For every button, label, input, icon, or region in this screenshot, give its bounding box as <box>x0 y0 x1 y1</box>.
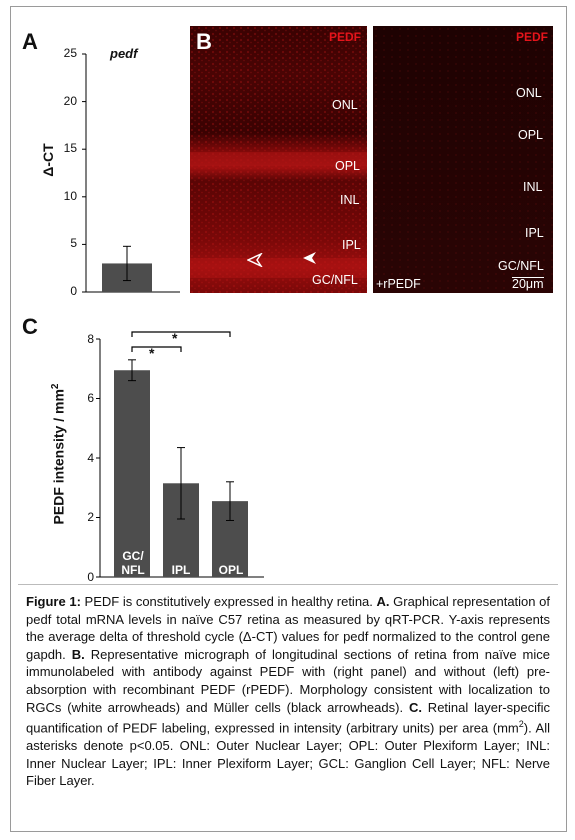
layer-label-opl: OPL <box>518 128 544 142</box>
caption-ref-a: A. <box>376 594 390 609</box>
black-arrowhead-icon <box>302 251 318 265</box>
panel-c-ytick: 8 <box>87 332 94 346</box>
scalebar: 20μm <box>512 277 544 291</box>
bar-gcnfl <box>114 370 150 577</box>
panel-a-ytick: 15 <box>63 141 77 155</box>
layer-label-onl: ONL <box>516 86 542 100</box>
caption-text: PEDF is constitutively expressed in healthy retina. <box>80 594 377 609</box>
micrograph-left <box>190 26 367 293</box>
micrograph-right <box>373 26 553 293</box>
bar-label-line: GC/ <box>122 549 144 563</box>
panel-a-ytick: 0 <box>70 284 77 298</box>
layer-label-opl: OPL <box>335 159 361 173</box>
panel-c-ylabel <box>50 359 70 549</box>
panel-a-ytick: 10 <box>63 189 77 203</box>
caption-text: Graphical representation of pedf total mRNA levels in naïve C57 retina as measured by qRT-PCR. Y-axis represents the average delta of threshold cycle (Δ-CT) values for pedf normalized to the control gene gapdh. <box>26 594 550 662</box>
panel-a-title: pedf <box>110 46 138 61</box>
panel-a-label: A <box>22 29 38 54</box>
significance-star-opl: * <box>172 330 178 346</box>
panel-c-ytick: 0 <box>87 570 94 584</box>
bar-label-opl: OPL <box>218 563 244 577</box>
panel-c-ytick: 6 <box>87 391 94 405</box>
treatment-label: +rPEDF <box>376 277 421 291</box>
figure-caption <box>26 593 550 823</box>
bar-label-ipl: IPL <box>171 563 191 577</box>
significance-bracket-opl <box>132 332 230 337</box>
caption-ref-b: B. <box>71 646 85 662</box>
stain-label-right: PEDF <box>515 30 548 44</box>
panel-a-ylabel: Δ-CT <box>40 143 56 177</box>
caption-sup: 2 <box>518 719 524 730</box>
layer-label-ipl: IPL <box>342 238 361 252</box>
panel-a-chart <box>80 40 190 310</box>
panel-b-label: B <box>196 29 212 54</box>
caption-divider <box>18 584 558 585</box>
layer-label-gcnfl: GC/NFL <box>498 259 544 273</box>
panel-c-chart <box>96 325 276 585</box>
panel-a-ytick: 20 <box>63 94 77 108</box>
panel-c-ylabel-text: PEDF intensity / mm <box>50 389 67 525</box>
panel-c-ytick: 2 <box>87 510 94 524</box>
layer-label-inl: INL <box>340 193 360 207</box>
caption-text: Retinal layer-specific quantification of PEDF labeling, expressed in intensity (arbitrary units) per area (mm <box>26 699 551 736</box>
caption-figure-label: Figure 1: <box>26 594 81 609</box>
layer-label-ipl: IPL <box>525 226 544 240</box>
panel-a-ytick: 5 <box>70 236 77 250</box>
stain-label-left: PEDF <box>328 30 361 44</box>
bar-label-gcnfl <box>110 549 156 577</box>
significance-star-ipl: * <box>149 345 155 361</box>
panel-c-ylabel-sup: 2 <box>50 383 61 390</box>
white-arrowhead-icon <box>247 253 263 267</box>
caption-text: ). All asterisks denote p<0.05. ONL: Outer Nuclear Layer; OPL: Outer Plexiform Layer; INL: Inner Nuclear Layer; IPL: Inner Plexiform Layer; GCL: Ganglion Cell Layer; NFL: Nerve Fiber Layer. <box>26 720 550 789</box>
panel-c-label: C <box>22 314 38 339</box>
caption-text: Representative micrograph of longitudinal sections of retina from naïve mice immunolabeled with antibody against PEDF with (right panel) and without (left) pre-absorption with recombinant PEDF (rPEDF). Morphology consistent with localization to RGCs (white arrowheads) and Müller cells (black arrowheads). <box>26 646 550 715</box>
significance-bracket-ipl <box>132 347 181 352</box>
layer-label-inl: INL <box>523 180 543 194</box>
layer-label-gcnfl: GC/NFL <box>312 273 358 287</box>
caption-ref-c: C. <box>408 699 422 715</box>
panel-a-ytick: 25 <box>63 46 77 60</box>
panel-c-ytick: 4 <box>87 451 94 465</box>
bar-label-line: NFL <box>121 563 145 577</box>
layer-label-onl: ONL <box>332 98 358 112</box>
